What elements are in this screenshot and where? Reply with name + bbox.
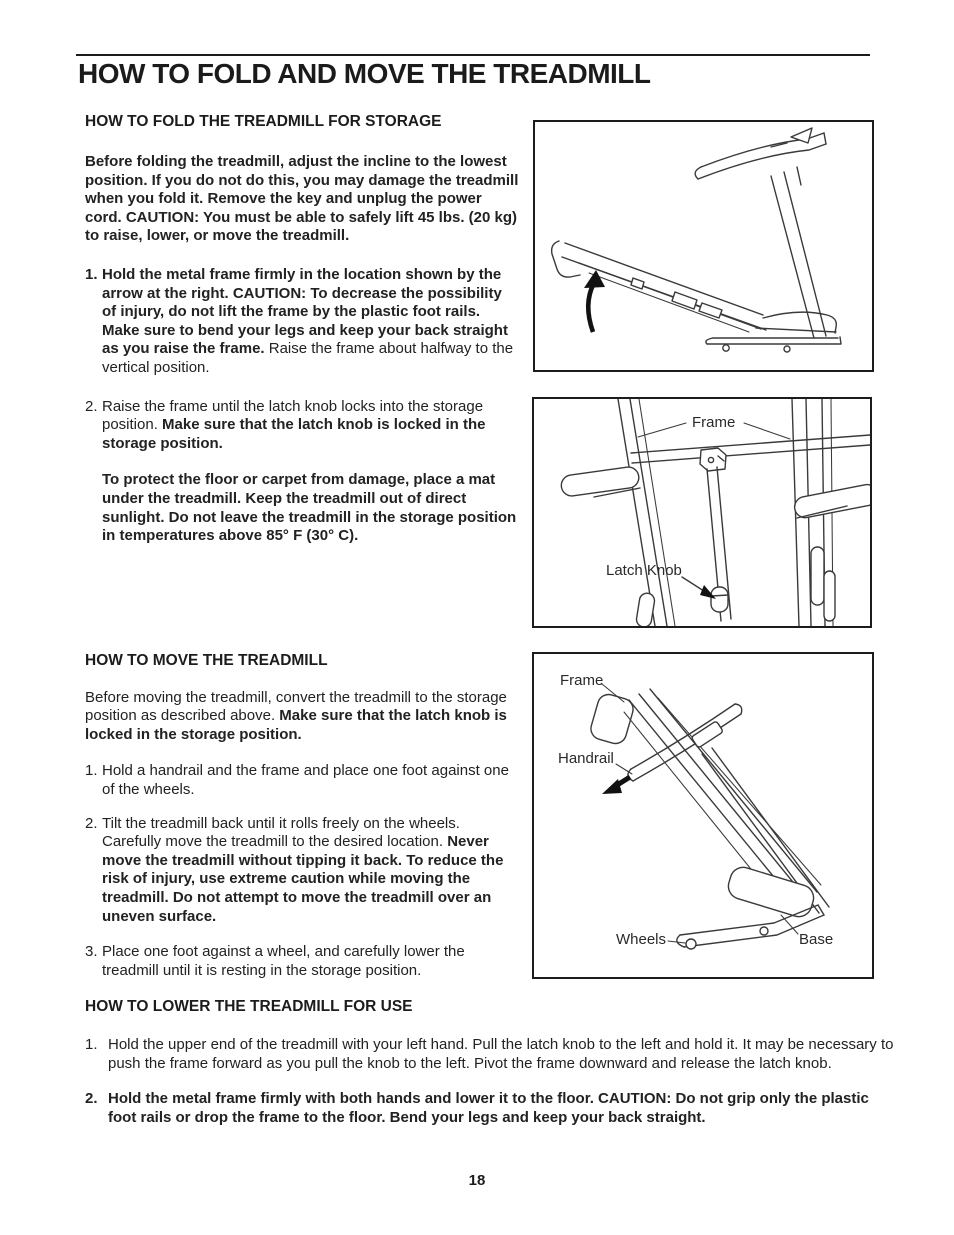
treadmill-side-view-illustration [535,122,872,370]
left-text-column [85,112,519,980]
step-text: Hold the metal frame firmly with both hands and lower it to the floor. CAUTION: Do not grip only the plastic foot rails or drop the frame to the floor. Bend your legs and keep your back straight. [108,1090,869,1126]
step-number: 2. [85,1090,98,1108]
step-text [102,398,519,454]
step-text: Place one foot against a wheel, and carefully lower the treadmill until it is resting in the storage position. [102,943,465,979]
lower-section [85,997,899,1127]
figure-label-base: Base [799,931,834,948]
step-number: 1. [85,1036,98,1053]
step-number: 1. [85,265,98,283]
figure-latch-knob-closeup [532,397,872,628]
lower-step-1 [85,1036,899,1073]
step-text: Hold the upper end of the treadmill with your left hand. Pull the latch knob to the left and hold it. It may be necessary to push the frame forward as you pull the knob to the left. Pivot the frame downward and release the latch knob. [108,1036,894,1072]
step-text-regular: Raise the frame about halfway to the vertical position. [102,340,514,376]
figure-label-frame: Frame [692,414,736,431]
tilt-arrow-icon [602,777,630,794]
figure-label-frame: Frame [560,672,604,689]
move-step-1 [85,762,519,799]
top-divider [76,54,870,56]
storage-step-2 [85,398,519,454]
storage-section-heading: HOW TO FOLD THE TREADMILL FOR STORAGE [85,113,442,130]
intro-regular: Before moving the treadmill, convert the treadmill to the storage position as described above. [85,688,507,725]
figure-label-latch-knob: Latch Knob [606,562,682,579]
intro-bold: Make sure that the latch knob is locked in the storage position. [85,707,507,743]
storage-note-paragraph: To protect the floor or carpet from damage, place a mat under the treadmill. Keep the treadmill out of direct sunlight. Do not leave the treadmill in the storage position in temperatures above 85° F (30° C). [102,471,517,545]
page-number: 18 [468,1172,486,1189]
storage-step-1 [85,266,519,378]
step-number: 3. [85,943,98,961]
step-text-bold: Make sure that the latch knob is locked in the storage position. [102,416,486,452]
figure-folded-treadmill [532,652,874,979]
folded-treadmill-illustration [534,654,872,977]
move-step-3 [85,943,519,980]
storage-intro-paragraph: Before folding the treadmill, adjust the incline to the lowest position. If you do not do this, you may damage the treadmill when you fold it. Remove the key and unplug the power cord. CAUTION: You must be able to safely lift 45 lbs. (20 kg) to raise, lower, or move the treadmill. [85,153,519,245]
step-number: 2. [85,397,98,415]
lift-arrow-icon [584,270,605,332]
step-text [102,266,519,378]
step-text-bold: Never move the treadmill without tipping it back. To reduce the risk of injury, use extreme caution while moving the treadmill. Do not attempt to move the treadmill over an uneven surface. [102,833,504,925]
move-step-2 [85,815,519,927]
step-number: 1. [85,762,98,780]
move-intro-paragraph [85,689,519,745]
step-text-regular: Tilt the treadmill back until it rolls freely on the wheels. Carefully move the treadmill to the desired location. [102,814,460,851]
figure-fold-treadmill [533,120,874,372]
figure-label-handrail: Handrail [558,750,614,767]
step-text: Hold a handrail and the frame and place one foot against one of the wheels. [102,762,509,799]
step-text-bold: Hold the metal frame firmly in the location shown by the arrow at the right. CAUTION: To decrease the possibility of injury, do not lift the frame by the plastic foot rails. Make sure to bend your legs and keep your back straight as you raise the frame. [102,265,508,358]
page-title: HOW TO FOLD AND MOVE THE TREADMILL [78,58,651,89]
step-text [102,815,519,927]
lower-section-heading: HOW TO LOWER THE TREADMILL FOR USE [85,998,413,1015]
figure-label-wheels: Wheels [616,931,667,948]
latch-closeup-illustration [534,399,870,626]
step-text-regular: Raise the frame until the latch knob locks into the storage position. [102,397,484,434]
move-section-heading: HOW TO MOVE THE TREADMILL [85,651,328,669]
lower-step-2 [85,1090,899,1127]
step-number: 2. [85,814,98,832]
